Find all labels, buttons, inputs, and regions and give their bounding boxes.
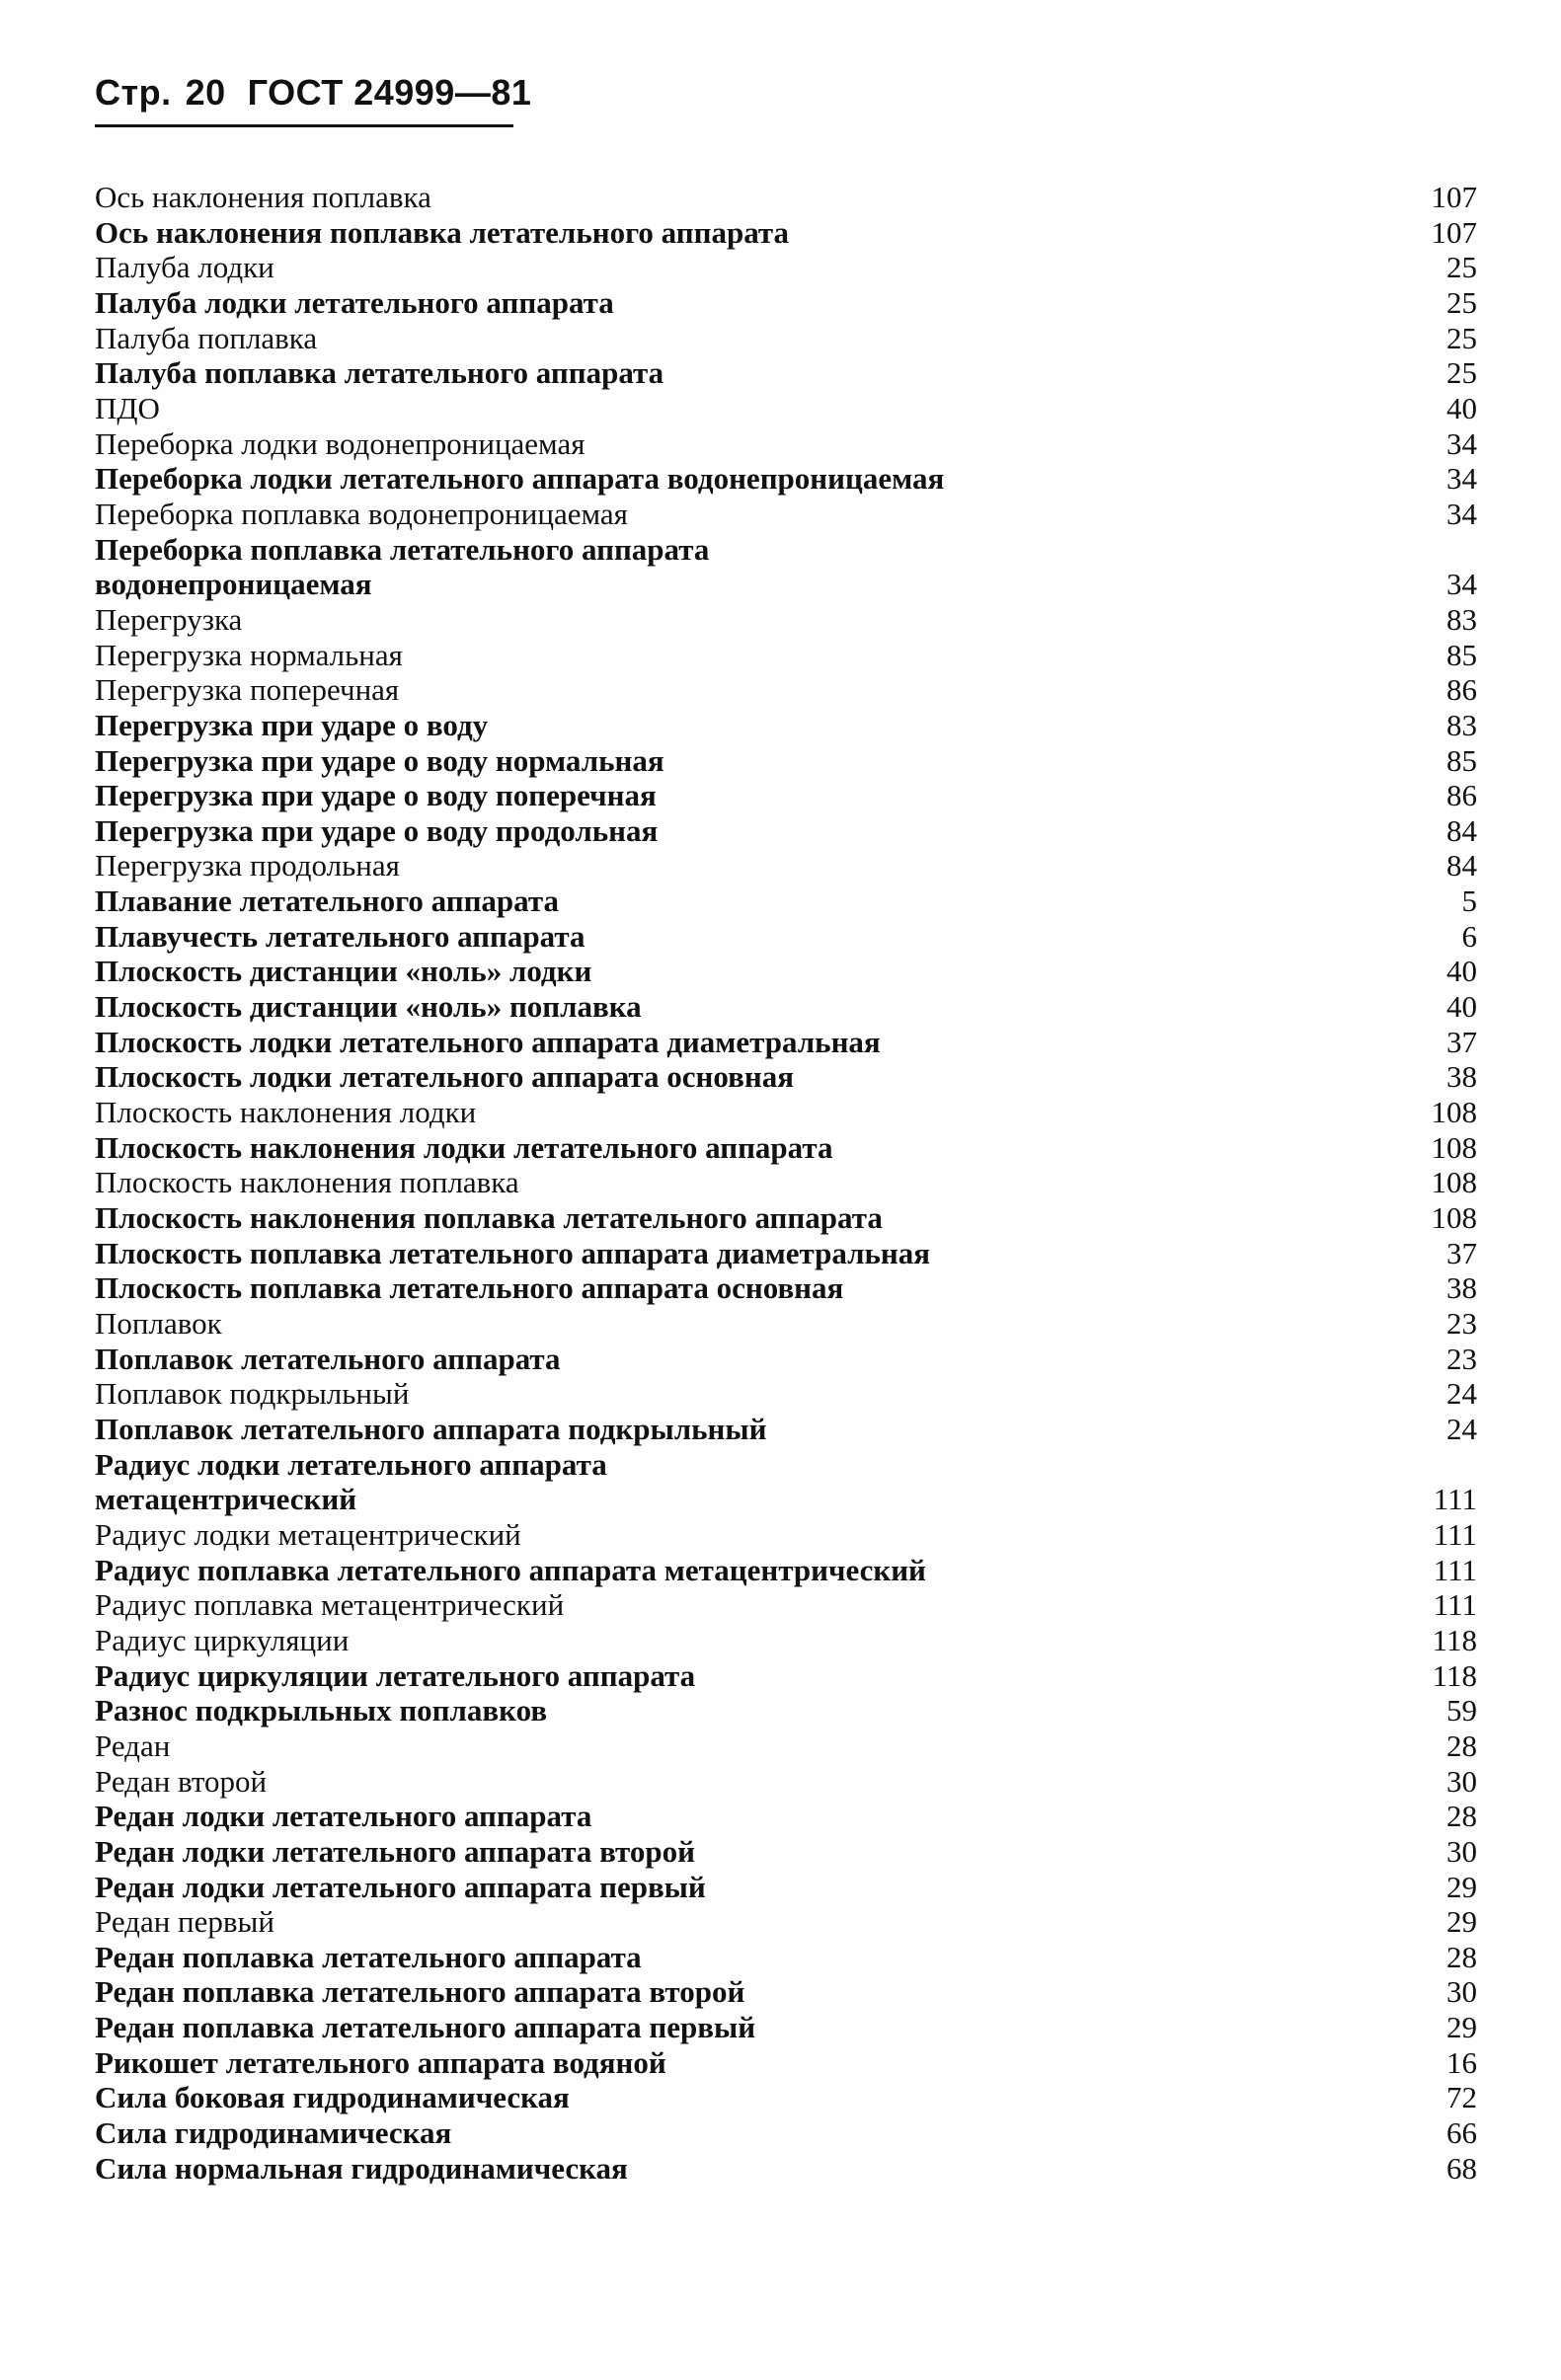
index-page-ref: 84 (1446, 812, 1477, 848)
index-term-text: Поплавок летательного аппарата подкрыльный (95, 1411, 767, 1446)
index-entry (95, 708, 1477, 743)
index-entry (95, 285, 1477, 321)
index-term (95, 1270, 1398, 1306)
index-entry (95, 355, 1477, 391)
index-entry (95, 813, 1477, 849)
running-head (95, 72, 532, 113)
index-page-ref: 108 (1431, 1095, 1477, 1130)
index-term-text: Переборка поплавка водонепроницаемая (95, 496, 628, 531)
index-entry (95, 1904, 1477, 1940)
index-entry (95, 1799, 1477, 1834)
index-page-ref: 107 (1431, 180, 1477, 214)
index-entry (95, 883, 1477, 919)
index-page-ref: 68 (1446, 2150, 1477, 2186)
index-entry (95, 672, 1477, 708)
index-term (95, 1130, 1398, 1166)
index-term-text: Плавучесть летательного аппарата (95, 918, 585, 954)
index-term (95, 1025, 1398, 1060)
index-page-ref: 86 (1446, 672, 1477, 708)
index-term (95, 2115, 1398, 2151)
index-term (95, 672, 1398, 708)
index-term (95, 391, 1398, 426)
index-term (95, 1940, 1398, 1975)
index-entry (95, 638, 1477, 673)
index-term-text: Переборка поплавка летательного аппарата (95, 531, 710, 567)
index-page-ref: 111 (1433, 1516, 1477, 1552)
index-page-ref: 29 (1446, 2010, 1477, 2045)
index-term (95, 1623, 1398, 1658)
index-entry (95, 1412, 1477, 1447)
index-term (95, 1693, 1398, 1728)
index-term-text: Палуба лодки (95, 250, 274, 285)
index-page-ref: 28 (1446, 1799, 1477, 1834)
index-term-text: Разнос подкрыльных поплавков (95, 1693, 548, 1728)
index-term-text: Ось наклонения поплавка летательного аппарата (95, 214, 789, 250)
index-term-text: Сила боковая гидродинамическая (95, 2080, 570, 2115)
index-page-ref: 30 (1446, 1763, 1477, 1799)
index-term (95, 250, 1398, 285)
index-term (95, 1834, 1398, 1870)
index-term (95, 954, 1398, 989)
index-page-ref: 28 (1446, 1727, 1477, 1763)
index-page-ref: 25 (1446, 355, 1477, 391)
index-term-text: Плавание летательного аппарата (95, 883, 559, 919)
index-term (95, 1974, 1398, 2010)
index-term-text: Переборка лодки летательного аппарата водонепроницаемая (95, 461, 945, 497)
index-page-ref: 118 (1432, 1622, 1477, 1657)
index-term (95, 1728, 1398, 1764)
index-page-ref: 40 (1446, 390, 1477, 425)
index-page-ref: 34 (1446, 496, 1477, 531)
index-page-ref: 37 (1446, 1024, 1477, 1059)
index-term (95, 532, 1398, 602)
index-entry (95, 1236, 1477, 1271)
index-term (95, 1904, 1398, 1940)
index-term (95, 180, 1398, 215)
index-term-text: Радиус поплавка метацентрический (95, 1587, 565, 1623)
index-term-text: Перегрузка при ударе о воду поперечная (95, 778, 657, 813)
index-entry (95, 1200, 1477, 1236)
index-page-ref: 30 (1446, 1974, 1477, 2010)
index-page-ref: 5 (1461, 883, 1477, 919)
index-term-text: Редан поплавка летательного аппарата (95, 1939, 642, 1974)
index-term-text: Перегрузка при ударе о воду нормальная (95, 742, 664, 778)
index-term-text: Поплавок (95, 1306, 222, 1341)
index-term-text: Палуба поплавка летательного аппарата (95, 355, 664, 391)
index-term (95, 2045, 1398, 2081)
index-entry (95, 1623, 1477, 1658)
index-term-text: Плоскость лодки летательного аппарата основная (95, 1059, 794, 1095)
index-term-text: Рикошет летательного аппарата водяной (95, 2044, 666, 2080)
index-page-ref: 40 (1446, 989, 1477, 1025)
index-entry (95, 1834, 1477, 1870)
index-term-text: Радиус циркуляции летательного аппарата (95, 1657, 696, 1693)
index-page-ref: 38 (1446, 1059, 1477, 1095)
index-page-ref: 118 (1432, 1657, 1477, 1693)
index-term-text: Сила гидродинамическая (95, 2115, 452, 2151)
index-term-text: Плоскость наклонения лодки (95, 1095, 477, 1130)
index-term (95, 1200, 1398, 1236)
index-term-continuation: метацентрический (95, 1482, 357, 1517)
index-page-ref: 108 (1431, 1165, 1477, 1200)
alphabetical-index (95, 180, 1477, 2186)
index-term (95, 1342, 1398, 1377)
index-entry (95, 391, 1477, 426)
index-entry (95, 1095, 1477, 1130)
index-term-text: Редан лодки летательного аппарата (95, 1799, 592, 1834)
index-term-text: Редан поплавка летательного аппарата первый (95, 2010, 756, 2045)
index-entry (95, 2151, 1477, 2187)
index-page-ref: 111 (1433, 1482, 1477, 1517)
index-page-ref: 25 (1446, 284, 1477, 320)
index-term (95, 602, 1398, 638)
index-term-text: Редан второй (95, 1763, 268, 1799)
index-entry (95, 2080, 1477, 2115)
index-entry (95, 215, 1477, 251)
index-entry (95, 321, 1477, 356)
index-term-text: Перегрузка продольная (95, 848, 400, 883)
index-page-ref: 72 (1446, 2080, 1477, 2115)
index-term (95, 461, 1398, 497)
index-page-ref: 25 (1446, 250, 1477, 285)
index-entry (95, 250, 1477, 285)
header-rule (95, 124, 513, 127)
index-entry (95, 1693, 1477, 1728)
index-page-ref: 111 (1433, 1587, 1477, 1623)
index-term (95, 989, 1398, 1025)
index-term-text: Сила нормальная гидродинамическая (95, 2150, 628, 2186)
index-term-text: Радиус циркуляции (95, 1622, 350, 1657)
index-term-text: Плоскость наклонения лодки летательного аппарата (95, 1129, 833, 1165)
index-term (95, 848, 1398, 883)
index-page-ref: 16 (1446, 2044, 1477, 2080)
index-term-text: Перегрузка при ударе о воду продольная (95, 812, 659, 848)
index-term (95, 919, 1398, 955)
index-term (95, 1447, 1398, 1517)
index-term (95, 1764, 1398, 1800)
index-term (95, 743, 1398, 779)
index-term (95, 1412, 1398, 1447)
index-term (95, 1376, 1398, 1412)
index-term-text: Редан (95, 1727, 171, 1763)
index-page-ref: 66 (1446, 2115, 1477, 2151)
index-page-ref: 25 (1446, 320, 1477, 355)
index-term-text: Ось наклонения поплавка (95, 180, 431, 214)
index-entry (95, 602, 1477, 638)
index-page-ref: 83 (1446, 601, 1477, 637)
index-entry (95, 1974, 1477, 2010)
index-term (95, 1095, 1398, 1130)
index-page-ref: 30 (1446, 1833, 1477, 1869)
index-entry (95, 426, 1477, 462)
index-term-text: Плоскость поплавка летательного аппарата основная (95, 1270, 844, 1306)
index-entry (95, 1870, 1477, 1905)
index-page-ref: 38 (1446, 1270, 1477, 1306)
index-entry (95, 2045, 1477, 2081)
index-entry (95, 1059, 1477, 1095)
index-term-text: Радиус лодки метацентрический (95, 1516, 521, 1552)
index-page-ref: 111 (1433, 1552, 1477, 1587)
index-term (95, 1658, 1398, 1694)
index-page-ref: 29 (1446, 1904, 1477, 1940)
index-term (95, 285, 1398, 321)
index-term (95, 813, 1398, 849)
index-entry (95, 1025, 1477, 1060)
index-term-text: Плоскость наклонения поплавка летательного аппарата (95, 1200, 883, 1236)
index-entry (95, 1447, 1477, 1517)
index-entry (95, 497, 1477, 532)
index-term (95, 1059, 1398, 1095)
index-entry (95, 1376, 1477, 1412)
index-page-ref: 23 (1446, 1341, 1477, 1376)
index-page-ref: 107 (1431, 214, 1477, 250)
index-page-ref: 34 (1446, 461, 1477, 497)
index-entry (95, 1306, 1477, 1342)
index-term-text: Плоскость дистанции «ноль» поплавка (95, 989, 642, 1025)
index-page-ref: 86 (1446, 778, 1477, 813)
index-entry (95, 461, 1477, 497)
index-term (95, 1587, 1398, 1623)
index-term (95, 1236, 1398, 1271)
index-term-text: Поплавок подкрыльный (95, 1376, 410, 1412)
index-term (95, 1870, 1398, 1905)
index-term (95, 426, 1398, 462)
index-entry (95, 2115, 1477, 2151)
index-term-text: ПДО (95, 390, 160, 425)
index-entry (95, 1130, 1477, 1166)
index-term (95, 1517, 1398, 1553)
index-page-ref: 37 (1446, 1235, 1477, 1270)
page-label: Стр. (95, 72, 172, 113)
index-page-ref: 85 (1446, 637, 1477, 672)
index-entry (95, 954, 1477, 989)
index-entry (95, 1517, 1477, 1553)
index-page-ref: 23 (1446, 1306, 1477, 1341)
index-term-text: Радиус лодки летательного аппарата (95, 1446, 607, 1482)
index-page-ref: 24 (1446, 1411, 1477, 1446)
index-term-text: Редан лодки летательного аппарата первый (95, 1869, 706, 1904)
standard-number: 24999—81 (353, 72, 532, 113)
index-entry (95, 2010, 1477, 2045)
index-page-ref: 83 (1446, 707, 1477, 742)
index-term (95, 708, 1398, 743)
index-term (95, 2080, 1398, 2115)
index-entry (95, 1587, 1477, 1623)
index-term-text: Перегрузка (95, 601, 243, 637)
index-term-text: Перегрузка при ударе о воду (95, 707, 489, 742)
index-term-text: Радиус поплавка летательного аппарата метацентрический (95, 1552, 926, 1587)
index-entry (95, 1270, 1477, 1306)
index-term (95, 321, 1398, 356)
index-term-text: Плоскость дистанции «ноль» лодки (95, 954, 592, 989)
standard-label: ГОСТ (247, 72, 344, 113)
index-term (95, 2151, 1398, 2187)
index-page-ref: 28 (1446, 1939, 1477, 1974)
index-page-ref: 24 (1446, 1376, 1477, 1412)
index-term-text: Редан лодки летательного аппарата второй (95, 1833, 695, 1869)
page-header (95, 72, 532, 127)
index-page-ref: 6 (1461, 918, 1477, 954)
index-term (95, 2010, 1398, 2045)
index-entry (95, 1764, 1477, 1800)
index-entry (95, 989, 1477, 1025)
index-page-ref: 108 (1431, 1129, 1477, 1165)
index-term (95, 883, 1398, 919)
index-term (95, 215, 1398, 251)
index-term (95, 1165, 1398, 1200)
index-term-text: Плоскость поплавка летательного аппарата диаметральная (95, 1235, 931, 1270)
index-page-ref: 108 (1431, 1200, 1477, 1236)
index-term-text: Палуба лодки летательного аппарата (95, 284, 614, 320)
index-term (95, 497, 1398, 532)
index-entry (95, 848, 1477, 883)
index-term (95, 638, 1398, 673)
index-page-ref: 34 (1446, 425, 1477, 461)
index-term-text: Перегрузка нормальная (95, 637, 403, 672)
index-term-text: Перегрузка поперечная (95, 672, 400, 708)
index-entry (95, 778, 1477, 813)
index-term-text: Плоскость наклонения поплавка (95, 1165, 519, 1200)
index-term (95, 355, 1398, 391)
index-page-ref: 34 (1446, 567, 1477, 602)
index-entry (95, 1165, 1477, 1200)
index-term-text: Палуба поплавка (95, 320, 318, 355)
index-page-ref: 29 (1446, 1869, 1477, 1904)
index-entry (95, 532, 1477, 602)
index-term-text: Редан поплавка летательного аппарата второй (95, 1974, 745, 2010)
index-term (95, 778, 1398, 813)
page-number: 20 (185, 72, 226, 113)
index-entry (95, 743, 1477, 779)
index-term-continuation: водонепроницаемая (95, 567, 372, 602)
index-term-text: Поплавок летательного аппарата (95, 1341, 561, 1376)
index-entry (95, 1940, 1477, 1975)
index-entry (95, 1728, 1477, 1764)
index-entry (95, 919, 1477, 955)
index-page-ref: 85 (1446, 742, 1477, 778)
index-page-ref: 40 (1446, 954, 1477, 989)
index-term-text: Переборка лодки водонепроницаемая (95, 425, 585, 461)
index-term-text: Редан первый (95, 1904, 274, 1940)
index-page-ref: 59 (1446, 1693, 1477, 1728)
index-page-ref: 84 (1446, 848, 1477, 883)
index-entry (95, 1658, 1477, 1694)
index-entry (95, 180, 1477, 215)
index-entry (95, 1553, 1477, 1588)
index-term-text: Плоскость лодки летательного аппарата диаметральная (95, 1024, 881, 1059)
index-term (95, 1306, 1398, 1342)
index-term (95, 1553, 1398, 1588)
index-entry (95, 1342, 1477, 1377)
index-term (95, 1799, 1398, 1834)
